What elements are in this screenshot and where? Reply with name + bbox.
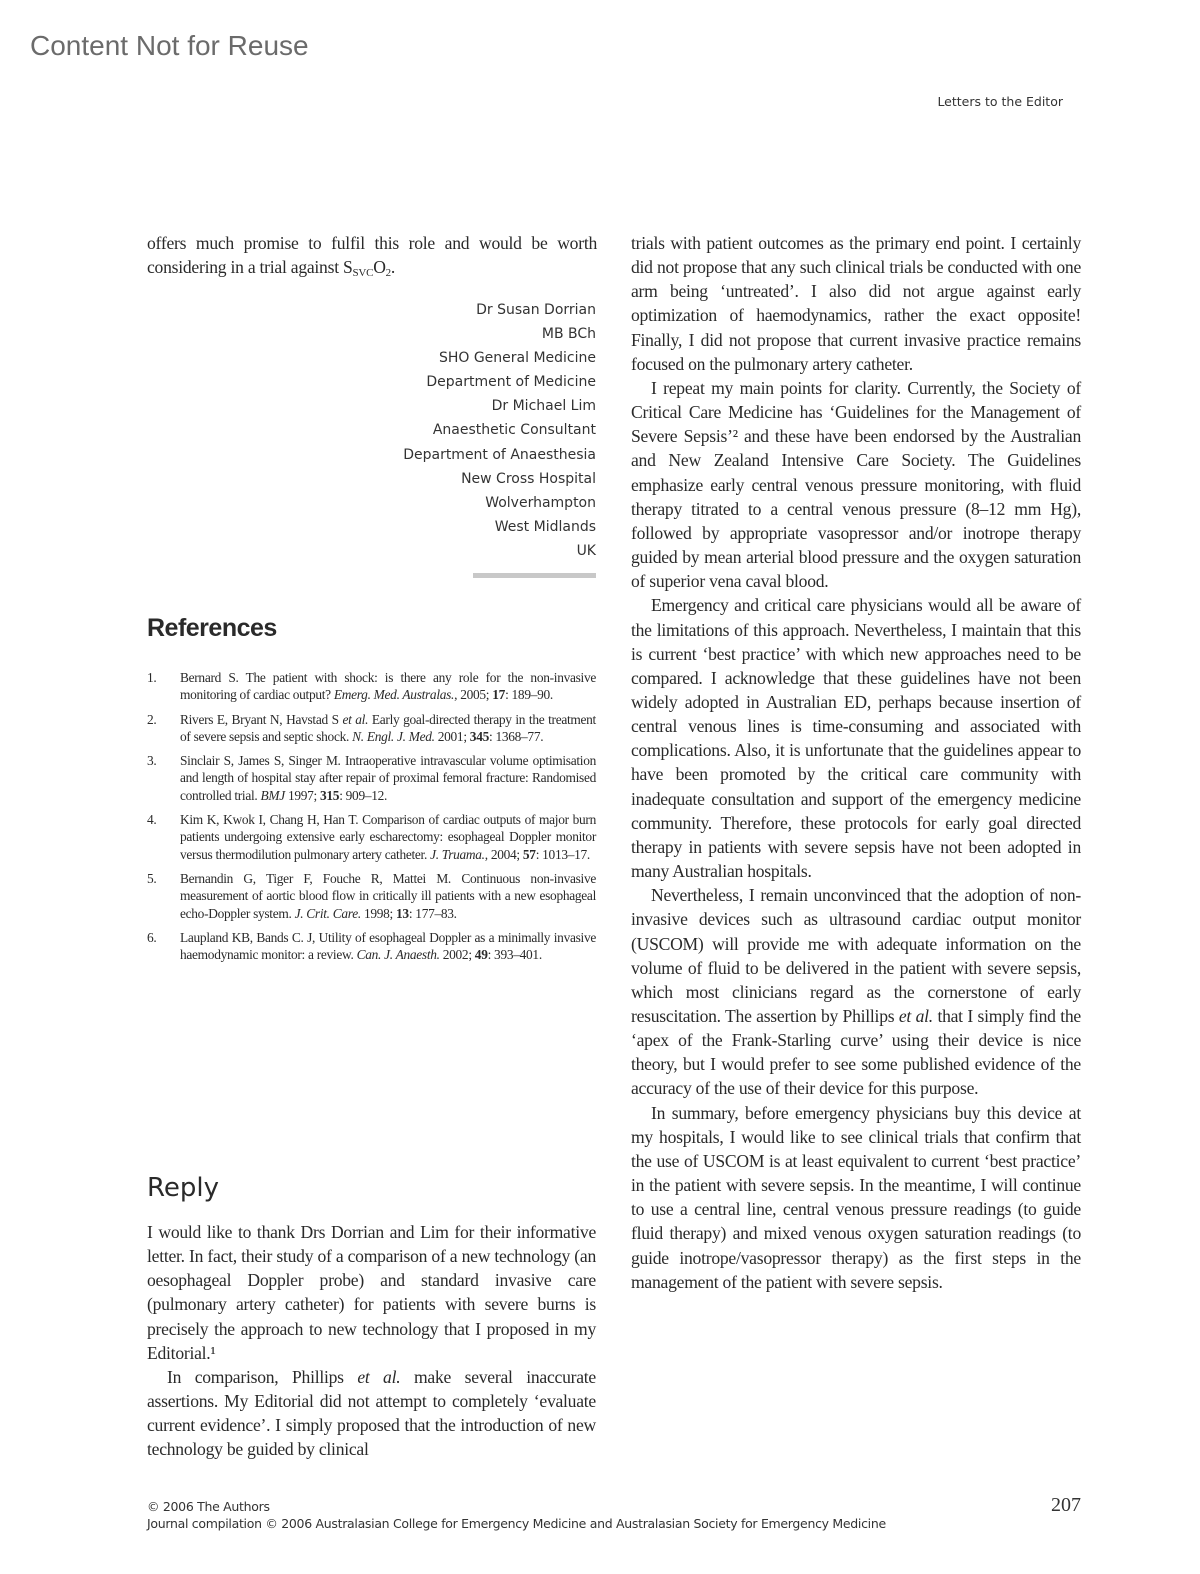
text-run: : 1013–17. <box>535 846 590 862</box>
reference-number: 5. <box>147 870 157 886</box>
paragraph <box>631 376 1081 593</box>
reference-item <box>147 870 596 922</box>
paragraph <box>147 1220 596 1365</box>
references-heading: References <box>147 614 277 642</box>
paragraph <box>631 593 1081 883</box>
references-list <box>147 669 596 970</box>
text-run: Can. J. Anaesth. <box>356 947 440 963</box>
text-run: Rivers E, Bryant N, Havstad S <box>180 711 343 727</box>
reference-number: 2. <box>147 711 157 727</box>
text-run: make several inaccurate assertions. My Editorial did not attempt to completely ‘evaluate current evidence’. I simply proposed that the introduction of new technology be guided by clinical <box>147 1366 596 1460</box>
reference-text <box>180 711 596 746</box>
text-run: 315 <box>320 787 340 803</box>
text-run: et al. <box>898 1006 933 1026</box>
reference-number: 3. <box>147 753 157 769</box>
watermark: Content Not for Reuse <box>30 30 309 61</box>
paragraph <box>631 883 1081 1100</box>
text-run: 13 <box>396 905 409 921</box>
text-run: et al. <box>342 711 369 727</box>
text-run: Emerg. Med. Australas. <box>333 687 455 703</box>
text-run: Emergency and critical care physicians would all be aware of the limitations of this approach. Nevertheless, I maintain that this is current ‘best practice’ with which new approaches need to be compared. I acknowledge that these guidelines have not been widely adopted in Australian ED, perhaps because insertion of central venous lines is time-consuming and associated with complications. Also, it is unfortunate that the guidelines appear to have been promoted by the critical care community with inadequate consultation and support of the emergency medicine community. Therefore, these protocols for early goal directed therapy in patients with severe sepsis have not been adopted in many Australian hospitals. <box>631 595 1081 882</box>
intro-text: . <box>390 257 396 278</box>
text-run: Sinclair S, James S, Singer M. Intraoperative intravascular volume optimisation and length of hospital stay after repair of proximal femoral fracture: Randomised controlled trial. <box>180 753 596 803</box>
left-column-intro <box>147 231 597 285</box>
intro-text: O <box>373 257 386 278</box>
reply-left-text <box>147 1220 596 1462</box>
reference-text <box>180 752 596 804</box>
text-run: : 1368–77. <box>488 728 544 744</box>
reference-item <box>147 711 596 746</box>
text-run: I repeat my main points for clarity. Currently, the Society of Critical Care Medicine has ‘Guidelines for the Management of Severe Sepsis’² and these have been endorsed by the Australian and New Zealand Intensive Care Society. The Guidelines emphasize early central venous pressure monitoring, with fluid therapy titrated to a central venous pressure (8–12 mm Hg), followed by appropriate vasopressor and/or inotrope therapy guided by mean arterial blood pressure and the oxygen saturation of superior vena caval blood. <box>631 377 1081 592</box>
page-number: 207 <box>1051 1494 1081 1516</box>
text-run: 1997; <box>284 787 320 803</box>
signature-line: Dr Susan Dorrian <box>476 302 596 318</box>
intro-text: offers much promise to fulfil this role and would be worth considering in a trial against S <box>147 233 597 278</box>
text-run: : 909–12. <box>339 787 388 803</box>
text-run: , 2004; <box>484 846 523 862</box>
text-run: Bernandin G, Tiger F, Fouche R, Mattei M. Continuous non-invasive measurement of aortic blood flow in critically ill patients with a new esophageal echo-Doppler system. <box>180 870 596 921</box>
text-run: 1998; <box>360 905 397 921</box>
text-run: J. Crit. Care. <box>294 905 361 921</box>
reference-number: 1. <box>147 670 157 685</box>
text-run: 49 <box>474 947 488 963</box>
text-run: 2001; <box>434 728 470 744</box>
text-run: : 393–401. <box>487 947 542 963</box>
signature-line: Anaesthetic Consultant <box>432 422 596 439</box>
signature-line: MB BCh <box>541 326 596 343</box>
text-run: 2002; <box>439 947 475 963</box>
running-head: Letters to the Editor <box>937 94 1063 109</box>
text-run: et al. <box>357 1366 401 1387</box>
text-run: 17 <box>492 687 506 703</box>
reference-item <box>147 752 596 804</box>
text-run: Bernard S. The patient with shock: is there any role for the non-invasive monitoring of cardiac output? <box>180 670 596 703</box>
signature-line: Department of Anaesthesia <box>403 446 596 463</box>
signature-line: UK <box>576 542 596 559</box>
reference-text <box>180 669 596 704</box>
reference-item <box>147 929 596 964</box>
text-run: In summary, before emergency physicians buy this device at my hospitals, I would like to see clinical trials that confirm that the use of USCOM is at least equivalent to current ‘best practice’ in the patient with severe sepsis. In the meantime, I will continue to use a central line, central venous pressure readings (to guide fluid therapy) and mixed venous oxygen saturation readings (to guide inotrope/vasopressor therapy) as the first steps in the management of the patient with severe sepsis. <box>631 1102 1081 1292</box>
signature-line: Department of Medicine <box>426 374 596 391</box>
signature-line: New Cross Hospital <box>461 470 596 487</box>
text-run: BMJ <box>260 787 285 803</box>
reference-text <box>180 811 596 863</box>
reference-number: 4. <box>147 812 157 828</box>
footer <box>147 1498 886 1532</box>
text-run: Kim K, Kwok I, Chang H, Han T. Comparison of cardiac outputs of major burn patients undergoing extensive early escharectomy: esophageal Doppler monitor versus thermodilution pulmonary artery catheter. <box>180 812 596 862</box>
paragraph <box>631 231 1081 376</box>
signature-block <box>147 298 596 563</box>
text-run: 57 <box>522 846 536 862</box>
text-run: Early goal-directed therapy in the treatment of severe sepsis and septic shock. <box>180 711 596 744</box>
text-run: Laupland KB, Bands C. J, Utility of esophageal Doppler as a minimally invasive haemodynamic monitor: a review. <box>180 929 596 963</box>
footer-journal: Journal compilation © 2006 Australasian College for Emergency Medicine and Australasian Society for Emergency Medicine <box>147 1516 886 1531</box>
text-run: Nevertheless, I remain unconvinced that the adoption of non-invasive devices such as ultrasound cardiac output monitor (USCOM) will provide me with adequate information on the volume of fluid to be delivered in the patient with severe sepsis, which most clinicians regard as the cornerstone of early resuscitation. The assertion by Phillips <box>631 885 1081 1026</box>
reference-text <box>180 929 596 964</box>
text-run: trials with patient outcomes as the primary end point. I certainly did not propose that any such clinical trials be conducted with one arm being ‘untreated’. I also did not argue against early optimization of haemodynamics, rather the exact opposite! Finally, I did not propose that current invasive practice remains focused on the pulmonary artery catheter. <box>631 233 1081 374</box>
divider <box>473 573 596 578</box>
text-run: In comparison, Phillips <box>167 1366 358 1387</box>
signature-line: West Midlands <box>494 518 596 535</box>
right-column-text <box>631 231 1081 1294</box>
intro-paragraph <box>147 231 597 285</box>
paragraph <box>631 1101 1081 1294</box>
text-run: that I simply find the ‘apex of the Frank-Starling curve’ using their device is nice theory, but I would prefer to see some published evidence of the accuracy of the use of their device for this purpose. <box>631 1006 1081 1099</box>
footer-copyright: © 2006 The Authors <box>147 1499 270 1514</box>
reference-text <box>180 870 596 922</box>
text-run: J. Truama. <box>430 846 485 862</box>
reply-heading: Reply <box>147 1173 220 1203</box>
text-run: I would like to thank Drs Dorrian and Lim for their informative letter. In fact, their study of a comparison of a new technology (an oesophageal Doppler probe) and standard invasive care (pulmonary artery catheter) for patients with severe burns is precisely the approach to new technology that I proposed in my Editorial.¹ <box>147 1222 596 1363</box>
paragraph <box>147 1365 596 1462</box>
subscript: 2 <box>385 267 391 280</box>
text-run: : 177–83. <box>408 905 457 921</box>
text-run: : 189–90. <box>505 687 553 703</box>
signature-line: SHO General Medicine <box>438 350 596 367</box>
reference-number: 6. <box>147 929 157 945</box>
text-run: 345 <box>469 728 489 744</box>
text-run: N. Engl. J. Med. <box>352 728 435 744</box>
signature-line: Wolverhampton <box>485 494 596 511</box>
reference-item <box>147 669 596 704</box>
reference-item <box>147 811 596 863</box>
signature-line: Dr Michael Lim <box>491 398 596 415</box>
subscript: SVC <box>352 267 374 280</box>
text-run: , 2005; <box>454 687 493 703</box>
